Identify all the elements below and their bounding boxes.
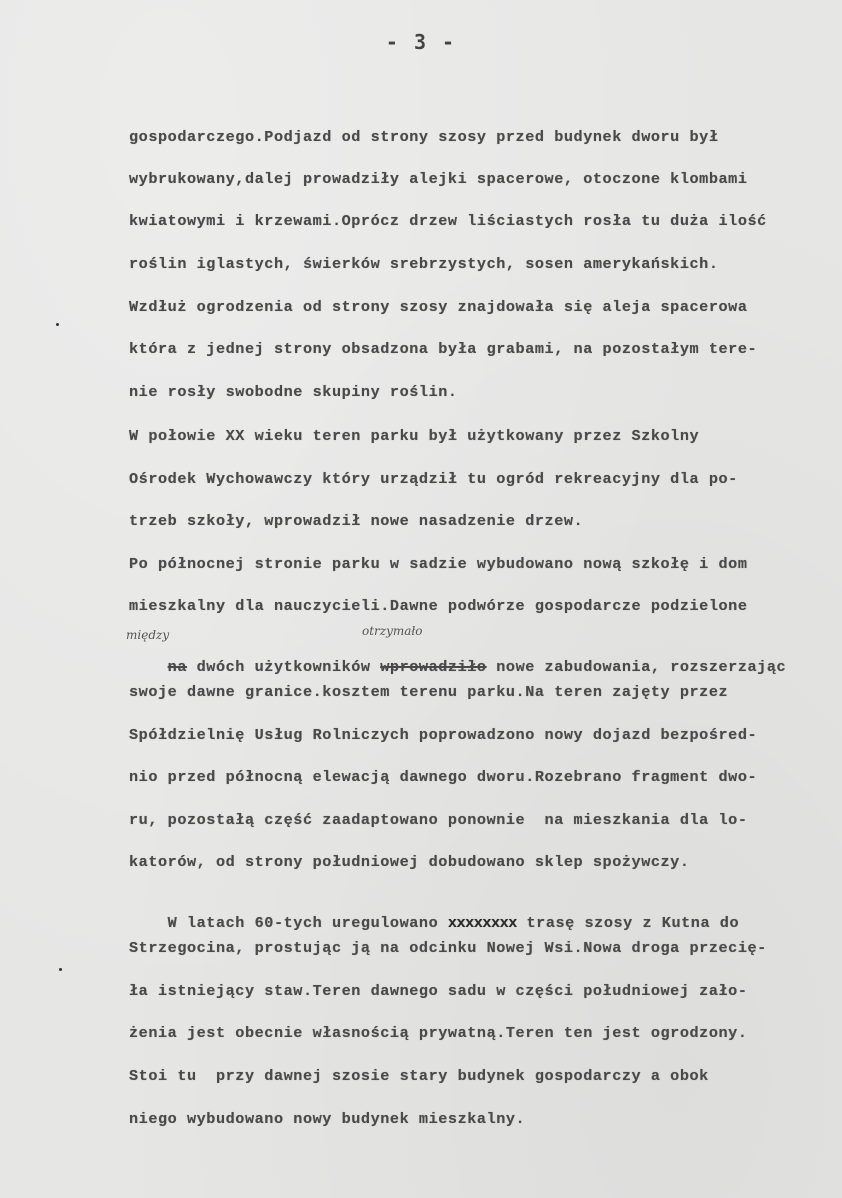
struck-word: wprowadziło	[380, 658, 487, 676]
text-line-5: Wzdłuż ogrodzenia od strony szosy znajdowała się aleja spacerowa	[129, 298, 748, 316]
struck-text-start: na	[167, 658, 187, 676]
text-line-18: katorów, od strony południowej dobudowano sklep spożywczy.	[129, 853, 690, 871]
handwritten-correction-word: otrzymało	[362, 624, 423, 638]
text-line-9: Ośrodek Wychowawczy który urządził tu ogród rekreacyjny dla po-	[129, 470, 738, 488]
handwritten-correction-start: między	[126, 628, 170, 642]
page-number: - 3 -	[385, 30, 457, 54]
text-line-16: nio przed północną elewacją dawnego dworu.Rozebrano fragment dwo-	[129, 768, 758, 786]
text-line-17: ru, pozostałą część zaadaptowano ponownie na mieszkania dla lo-	[129, 811, 748, 829]
text-line-7: nie rosły swobodne skupiny roślin.	[129, 383, 458, 401]
text-line-15: Spółdzielnię Usług Rolniczych poprowadzono nowy dojazd bezpośred-	[129, 726, 758, 744]
text-line-8: W połowie XX wieku teren parku był użytkowany przez Szkolny	[129, 427, 700, 445]
text-line-1: gospodarczego.Podjazd od strony szosy przed budynek dworu był	[129, 128, 719, 146]
margin-mark	[59, 968, 62, 971]
text-line-11: Po północnej stronie parku w sadzie wybudowano nową szkołę i dom	[129, 555, 748, 573]
margin-mark	[56, 323, 59, 326]
line19-text-a: W latach 60-tych uregulowano	[167, 914, 448, 932]
text-line-2: wybrukowany,dalej prowadziły alejki spacerowe, otoczone klombami	[129, 170, 748, 188]
text-line-10: trzeb szkoły, wprowadził nowe nasadzenie drzew.	[129, 512, 584, 530]
line13-text-a: dwóch użytkowników	[186, 658, 381, 676]
text-line-21: ła istniejący staw.Teren dawnego sadu w części południowej zało-	[129, 982, 748, 1000]
text-line-23: Stoi tu przy dawnej szosie stary budynek gospodarczy a obok	[129, 1067, 709, 1085]
text-line-12: mieszkalny dla nauczycieli.Dawne podwórze gospodarcze podzielone	[129, 597, 748, 615]
text-line-3: kwiatowymi i krzewami.Oprócz drzew liściastych rosła tu duża ilość	[129, 212, 767, 230]
text-line-20: Strzegocina, prostując ją na odcinku Nowej Wsi.Nowa droga przecię-	[129, 939, 767, 957]
typed-over-word: xxxxxxxx	[447, 914, 517, 932]
text-line-6: która z jednej strony obsadzona była grabami, na pozostałym tere-	[129, 340, 758, 358]
line13-text-b: nowe zabudowania, rozszerzając	[486, 658, 787, 676]
line19-text-b: trasę szosy z Kutna do	[516, 914, 740, 932]
text-line-4: roślin iglastych, świerków srebrzystych, sosen amerykańskich.	[129, 255, 719, 273]
text-line-24: niego wybudowano nowy budynek mieszkalny.	[129, 1110, 526, 1128]
text-line-22: żenia jest obecnie własnością prywatną.Teren ten jest ogrodzony.	[129, 1024, 748, 1042]
text-line-14: swoje dawne granice.kosztem terenu parku.Na teren zajęty przez	[129, 683, 729, 701]
